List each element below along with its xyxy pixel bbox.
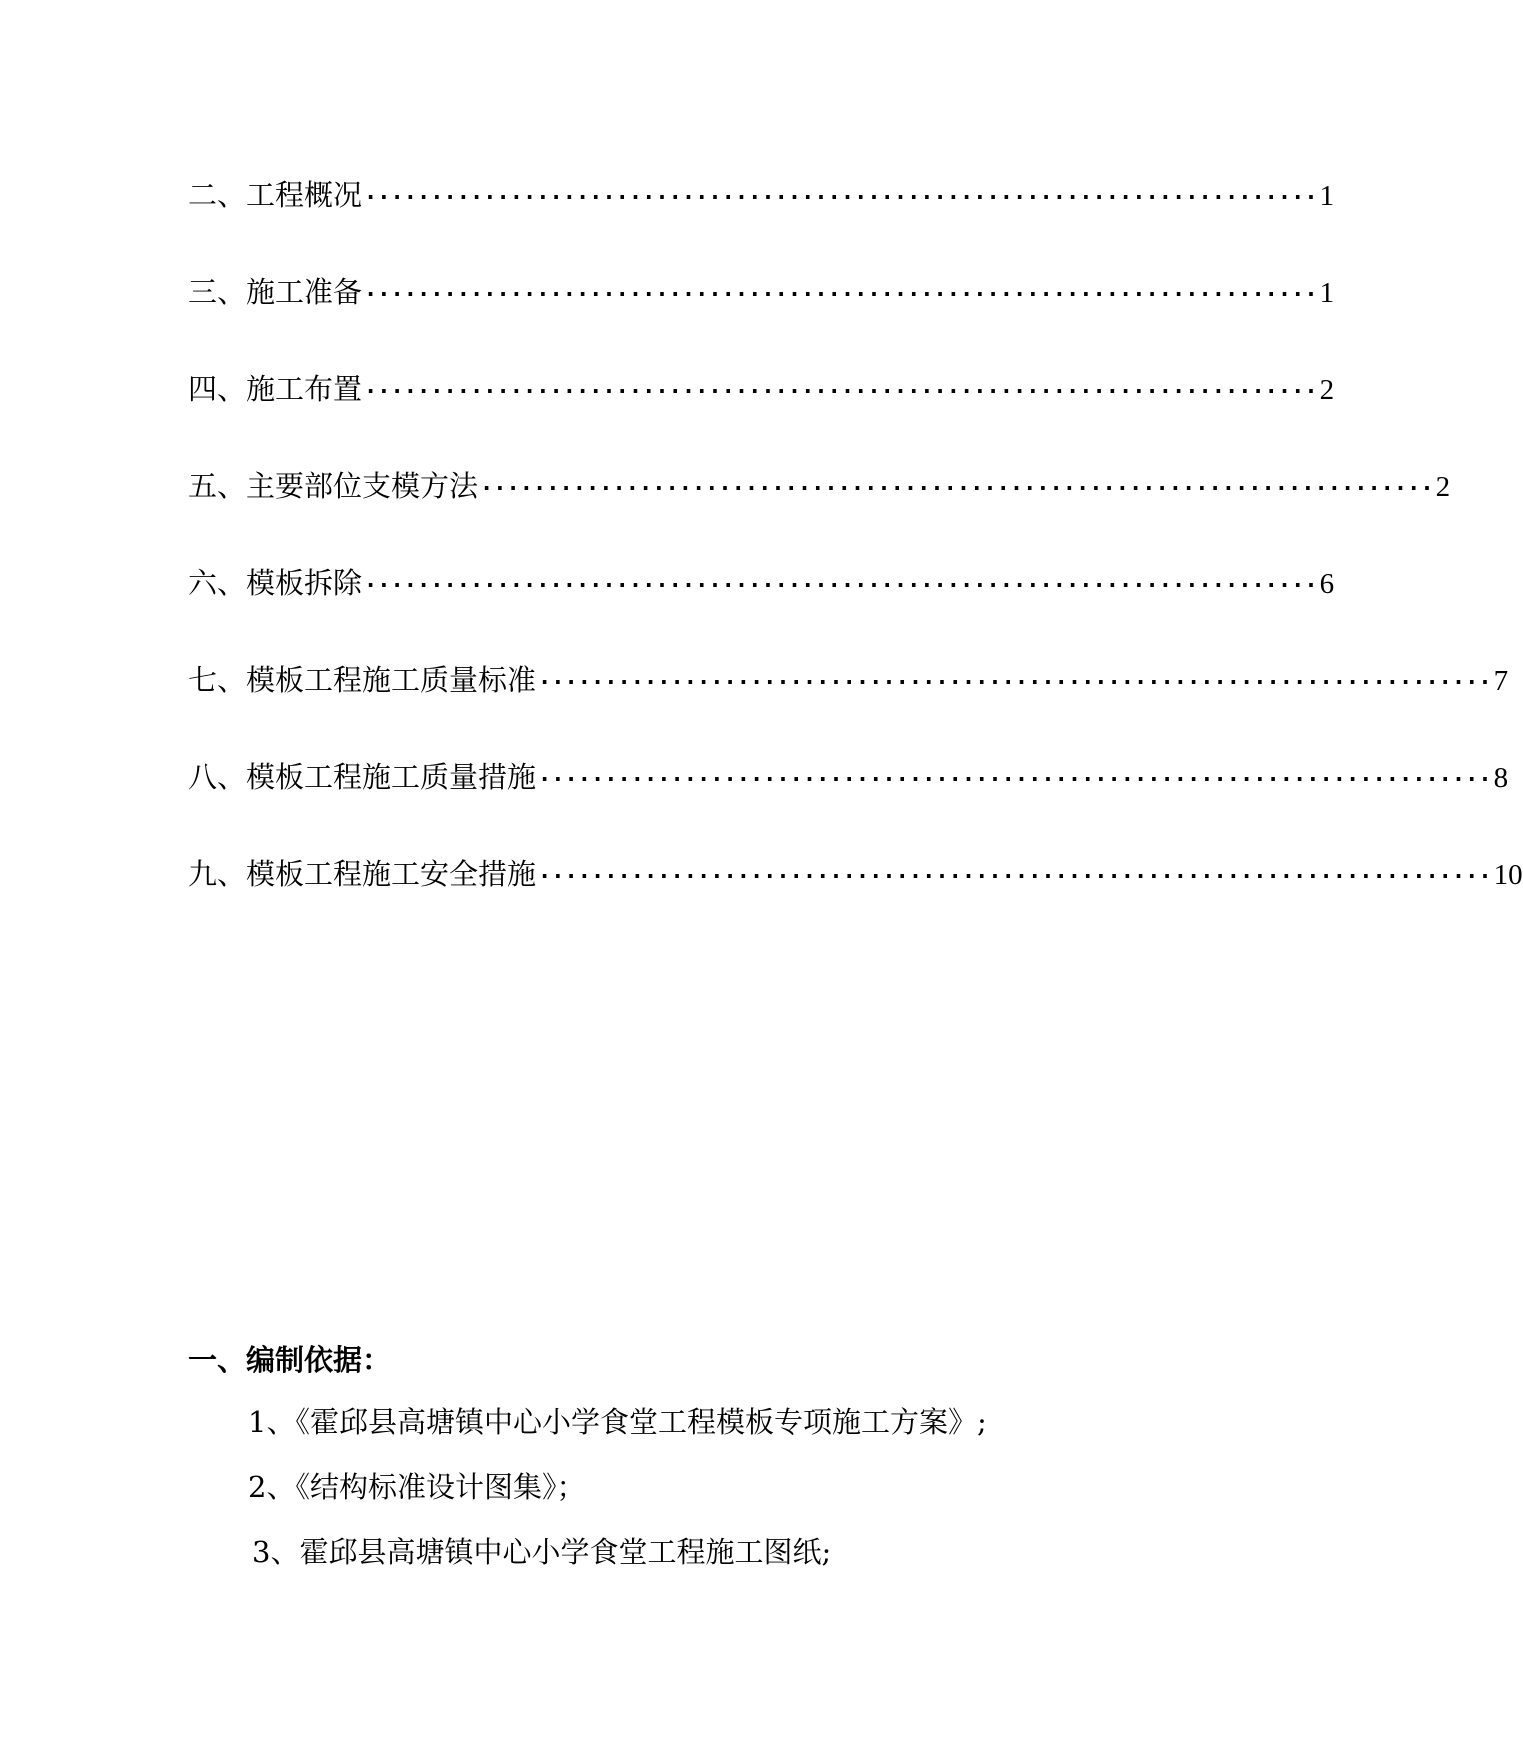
toc-entry-title: 三、施工准备 [188, 275, 363, 309]
toc-entry[interactable] [188, 273, 1335, 311]
section-heading: 一、编制依据： [188, 1343, 392, 1377]
toc-entry-page: 1 [1319, 277, 1335, 309]
toc-entry[interactable] [188, 176, 1335, 214]
toc-entry-page: 7 [1493, 665, 1509, 697]
toc-leader-dots: ········································································ [538, 768, 1492, 793]
toc-entry-title: 六、模板拆除 [188, 566, 363, 600]
toc-entry[interactable] [188, 758, 1509, 796]
toc-entry-page: 1 [1319, 180, 1335, 212]
compilation-basis-section [188, 1340, 1088, 1597]
toc-entry[interactable] [188, 855, 1523, 893]
table-of-contents [188, 176, 1523, 893]
basis-list-item: 2、《结构标准设计图集》； [248, 1470, 586, 1504]
toc-leader-dots: ········································································ [364, 186, 1318, 211]
toc-leader-dots: ········································································ [364, 380, 1318, 405]
toc-entry-title: 七、模板工程施工质量标准 [188, 663, 537, 697]
toc-entry-page: 10 [1493, 859, 1523, 891]
toc-entry-page: 8 [1493, 762, 1509, 794]
toc-entry-title: 八、模板工程施工质量措施 [188, 760, 537, 794]
toc-entry-page: 2 [1435, 471, 1451, 503]
toc-entry[interactable] [188, 564, 1335, 602]
basis-list-item: 1、《霍邱县高塘镇中心小学食堂工程模板专项施工方案》; [248, 1405, 987, 1439]
toc-entry[interactable] [188, 467, 1451, 505]
toc-entry[interactable] [188, 661, 1509, 699]
toc-entry-page: 6 [1319, 568, 1335, 600]
basis-list-item: 3、霍邱县高塘镇中心小学食堂工程施工图纸; [252, 1535, 832, 1569]
toc-entry-page: 2 [1319, 374, 1335, 406]
toc-leader-dots: ········································································ [538, 671, 1492, 696]
toc-leader-dots: ········································································ [480, 477, 1434, 502]
toc-entry-title: 九、模板工程施工安全措施 [188, 857, 537, 891]
toc-leader-dots: ········································································ [538, 865, 1492, 890]
toc-leader-dots: ········································································ [364, 283, 1318, 308]
toc-entry-title: 四、施工布置 [188, 372, 363, 406]
toc-leader-dots: ········································································ [364, 574, 1318, 599]
toc-entry-title: 二、工程概况 [188, 178, 363, 212]
toc-entry-title: 五、主要部位支模方法 [188, 469, 479, 503]
toc-entry[interactable] [188, 370, 1335, 408]
